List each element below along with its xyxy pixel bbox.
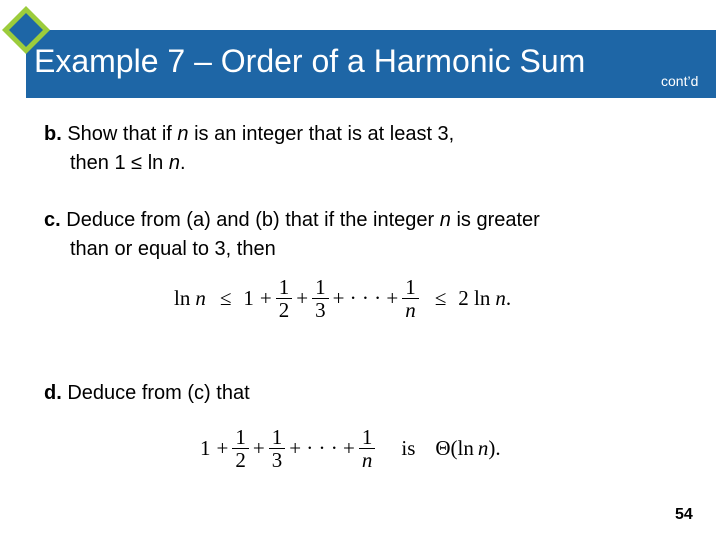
inequality-equation (174, 276, 511, 321)
eq1-le-1: ≤ (219, 286, 232, 310)
eq1-rhs-n: n (495, 286, 506, 310)
eq1-ln: ln (174, 286, 191, 310)
part-b-text-1: Show that if (67, 123, 178, 145)
eq1-le-2: ≤ (434, 286, 447, 310)
part-d (44, 379, 250, 408)
part-d-label: d. (44, 382, 62, 404)
eq1-rhs: 2 ln (458, 286, 491, 310)
eq2-plus-1: + (216, 436, 229, 460)
part-b (44, 120, 454, 178)
eq2-is: is (401, 436, 416, 460)
part-b-var-2: n (168, 152, 180, 174)
part-c (44, 206, 540, 264)
eq1-fraction-3: $\frac{1}{n}$ (402, 276, 419, 321)
eq1-period: . (505, 286, 512, 310)
continued-label: cont’d (661, 73, 699, 89)
eq2-one: 1 (200, 436, 211, 460)
part-d-text: Deduce from (c) that (67, 382, 250, 404)
eq1-fraction-2: $\frac{1}{3}$ (312, 276, 329, 321)
part-c-text-2: is greater (450, 209, 540, 231)
part-c-text-3: than or equal to 3, then (70, 238, 276, 260)
eq1-n: n (195, 286, 206, 310)
part-c-var-1: n (439, 209, 451, 231)
eq1-one: 1 (243, 286, 254, 310)
part-b-text-2: is an integer that is at least 3, (188, 123, 455, 145)
page-number: 54 (675, 506, 693, 523)
part-c-text-1: Deduce from (a) and (b) that if the integer (66, 209, 440, 231)
eq1-plus-1: + (259, 286, 272, 310)
eq1-fraction-1: $\frac{1}{2}$ (276, 276, 293, 321)
part-b-text-4: . (179, 152, 186, 174)
theta-equation (200, 426, 501, 471)
eq2-fraction-2: $\frac{1}{3}$ (269, 426, 286, 471)
eq2-plus-2: + (252, 436, 265, 460)
eq2-dots: + · · · + (289, 436, 355, 460)
eq2-n: n (477, 436, 489, 460)
part-b-var-1: n (177, 123, 189, 145)
eq2-theta: Θ(ln (435, 436, 474, 460)
slide-title: Example 7 – Order of a Harmonic Sum (34, 43, 586, 79)
eq1-dots: + · · · + (332, 286, 399, 310)
part-b-text-3: then 1 ≤ ln (70, 152, 169, 174)
eq2-fraction-1: $\frac{1}{2}$ (232, 426, 249, 471)
eq2-close: ). (488, 436, 501, 460)
part-b-label: b. (44, 123, 62, 145)
eq1-plus-2: + (296, 286, 309, 310)
part-c-label: c. (44, 209, 61, 231)
eq2-fraction-3: $\frac{1}{n}$ (359, 426, 376, 471)
